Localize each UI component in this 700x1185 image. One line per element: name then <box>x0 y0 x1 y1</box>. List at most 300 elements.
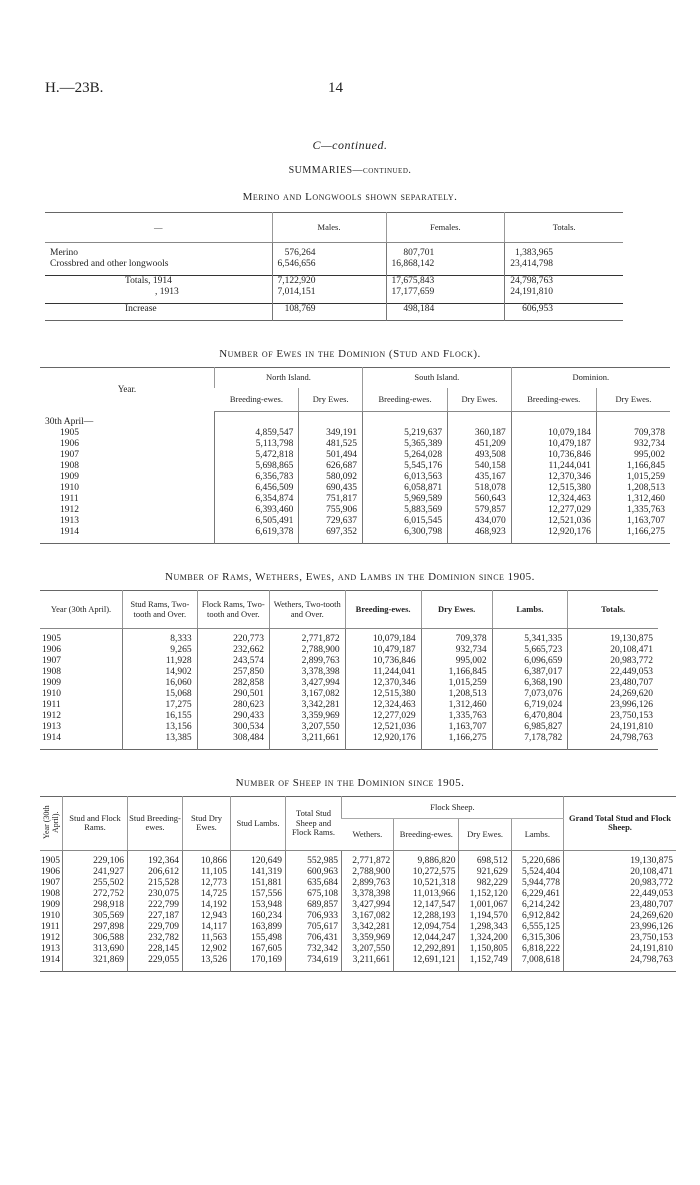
table-row <box>40 889 676 900</box>
value-cell: 5,472,818 <box>215 450 299 461</box>
value-cell: 1,324,200 <box>459 933 511 944</box>
col-header-females: Females. <box>386 213 505 243</box>
group-header-flock-sheep: Flock Sheep. <box>342 797 564 819</box>
value-cell: 3,207,550 <box>269 722 345 733</box>
value-cell: 6,214,242 <box>511 900 563 911</box>
value-cell: 1,298,343 <box>459 922 511 933</box>
value-cell: 1,152,120 <box>459 889 511 900</box>
value-cell: 10,079,184 <box>345 634 421 645</box>
value-cell: 5,545,176 <box>362 461 447 472</box>
col-header-sub: Breeding-ewes. <box>511 388 596 412</box>
col-header: — <box>45 213 272 243</box>
group-header-south-island: South Island. <box>362 368 511 388</box>
value-cell: 12,515,380 <box>345 689 421 700</box>
row-label-cell <box>45 259 272 270</box>
value-cell: 360,187 <box>448 428 512 439</box>
value-cell: 349,191 <box>299 428 363 439</box>
value-cell: 6,354,874 <box>215 494 299 505</box>
value-cell: 751,817 <box>299 494 363 505</box>
value-cell: 12,773 <box>183 878 231 889</box>
table-row <box>40 656 658 667</box>
value-cell: 6,356,783 <box>215 472 299 483</box>
value-cell: 1,312,460 <box>421 700 492 711</box>
value-cell: 1,312,460 <box>596 494 670 505</box>
row-label: Totals, 1914 <box>125 276 172 286</box>
value-cell: 300,534 <box>197 722 269 733</box>
year-cell: 1907 <box>41 877 60 888</box>
value-cell: 11,105 <box>183 867 231 878</box>
row-label: Increase <box>125 304 157 314</box>
value-cell: 5,365,389 <box>362 439 447 450</box>
year-cell: 1905 <box>60 428 79 438</box>
merino-table <box>45 212 623 321</box>
table-row <box>40 933 676 944</box>
continued-heading: C—continued. <box>312 138 388 152</box>
group-header-dominion: Dominion. <box>511 368 670 388</box>
value-cell: 3,167,082 <box>269 689 345 700</box>
year-cell: 1908 <box>60 461 79 471</box>
value-cell: 16,155 <box>123 711 198 722</box>
value-cell: 10,079,184 <box>511 428 596 439</box>
ewes-table-title: Number of Ewes in the Dominion (Stud and Flock). <box>219 348 481 360</box>
value-cell: 24,798,763 <box>505 276 623 288</box>
table-row <box>40 878 676 889</box>
value-cell: 241,927 <box>63 867 128 878</box>
value-cell: 24,798,763 <box>564 955 677 966</box>
value-cell: 698,512 <box>459 856 511 867</box>
value-cell: 272,752 <box>63 889 128 900</box>
value-cell: 11,244,041 <box>345 667 421 678</box>
value-cell: 995,002 <box>421 656 492 667</box>
col-header: Flock Rams, Two-tooth and Over. <box>197 591 269 629</box>
value-cell: 141,319 <box>231 867 286 878</box>
value-cell: 11,563 <box>183 933 231 944</box>
col-header-flock: Breeding-ewes. <box>394 819 459 850</box>
spacer-row <box>40 744 658 750</box>
year-cell: 1905 <box>41 855 60 866</box>
value-cell: 192,364 <box>128 856 183 867</box>
value-cell: 232,662 <box>197 645 269 656</box>
col-header-sub: Dry Ewes. <box>596 388 670 412</box>
value-cell: 6,315,306 <box>511 933 563 944</box>
value-cell: 20,983,772 <box>564 878 677 889</box>
value-cell: 10,866 <box>183 856 231 867</box>
table-row <box>40 439 670 450</box>
value-cell: 10,521,318 <box>394 878 459 889</box>
value-cell: 6,619,378 <box>215 527 299 538</box>
value-cell: 12,288,193 <box>394 911 459 922</box>
value-cell: 12,370,346 <box>345 678 421 689</box>
value-cell: 290,433 <box>197 711 269 722</box>
year-cell: 1914 <box>41 954 60 965</box>
value-cell: 468,923 <box>448 527 512 538</box>
value-cell: 298,918 <box>63 900 128 911</box>
value-cell: 20,983,772 <box>568 656 658 667</box>
value-cell: 160,234 <box>231 911 286 922</box>
value-cell: 11,928 <box>123 656 198 667</box>
row-label: , 1913 <box>155 287 179 297</box>
value-cell: 1,208,513 <box>596 483 670 494</box>
value-cell: 1,166,845 <box>421 667 492 678</box>
page-header <box>0 80 700 100</box>
year-cell: 1907 <box>60 450 79 460</box>
value-cell: 1,015,259 <box>421 678 492 689</box>
value-cell: 229,106 <box>63 856 128 867</box>
value-cell: 6,393,460 <box>215 505 299 516</box>
col-header: Dry Ewes. <box>421 591 492 629</box>
value-cell: 313,690 <box>63 944 128 955</box>
value-cell: 5,969,589 <box>362 494 447 505</box>
ewes-table <box>40 367 670 544</box>
row-label: Crossbred and other longwools <box>50 259 169 269</box>
table-row <box>40 678 658 689</box>
value-cell: 14,725 <box>183 889 231 900</box>
value-cell: 3,359,969 <box>269 711 345 722</box>
col-header-flock: Dry Ewes. <box>459 819 511 850</box>
table-row <box>40 428 670 439</box>
value-cell: 13,526 <box>183 955 231 966</box>
value-cell: 16,868,142 <box>386 259 505 270</box>
table-row <box>40 911 676 922</box>
col-header-sub: Breeding-ewes. <box>215 388 299 412</box>
value-cell: 17,177,659 <box>386 287 505 298</box>
table-row <box>45 259 623 270</box>
value-cell: 6,818,222 <box>511 944 563 955</box>
value-cell: 19,130,875 <box>568 634 658 645</box>
value-cell: 157,556 <box>231 889 286 900</box>
merino-table-title: Merino and Longwools shown separately. <box>242 191 458 203</box>
year-cell: 1906 <box>42 645 61 655</box>
value-cell: 5,524,404 <box>511 867 563 878</box>
value-cell: 17,275 <box>123 700 198 711</box>
value-cell: 280,623 <box>197 700 269 711</box>
value-cell: 23,996,126 <box>568 700 658 711</box>
value-cell: 6,058,871 <box>362 483 447 494</box>
table-row <box>40 689 658 700</box>
value-cell: 576,264 <box>272 248 386 259</box>
value-cell: 20,108,471 <box>568 645 658 656</box>
table-row <box>40 667 658 678</box>
value-cell: 10,736,846 <box>345 656 421 667</box>
sheep-table <box>40 796 676 972</box>
value-cell: 19,130,875 <box>564 856 677 867</box>
value-cell: 2,788,900 <box>342 867 394 878</box>
value-cell: 12,691,121 <box>394 955 459 966</box>
year-cell: 1911 <box>42 700 61 710</box>
year-cell: 1912 <box>42 711 61 721</box>
value-cell: 3,211,661 <box>269 733 345 744</box>
value-cell: 222,799 <box>128 900 183 911</box>
table-row <box>40 944 676 955</box>
value-cell: 23,996,126 <box>564 922 677 933</box>
value-cell: 697,352 <box>299 527 363 538</box>
value-cell: 932,734 <box>421 645 492 656</box>
year-cell: 1909 <box>60 472 79 482</box>
col-header: Stud Breeding-ewes. <box>128 797 183 851</box>
value-cell: 10,479,187 <box>345 645 421 656</box>
year-cell: 1913 <box>42 722 61 732</box>
value-cell: 1,001,067 <box>459 900 511 911</box>
value-cell: 13,385 <box>123 733 198 744</box>
value-cell: 1,150,805 <box>459 944 511 955</box>
year-cell: 1910 <box>41 910 60 921</box>
value-cell: 498,184 <box>386 304 505 316</box>
value-cell: 3,207,550 <box>342 944 394 955</box>
table-row <box>40 527 670 538</box>
year-cell: 1906 <box>60 439 79 449</box>
value-cell: 12,902 <box>183 944 231 955</box>
value-cell: 3,427,994 <box>342 900 394 911</box>
value-cell: 1,335,763 <box>421 711 492 722</box>
value-cell: 120,649 <box>231 856 286 867</box>
value-cell: 163,899 <box>231 922 286 933</box>
value-cell: 3,427,994 <box>269 678 345 689</box>
value-cell: 1,166,845 <box>596 461 670 472</box>
value-cell: 20,108,471 <box>564 867 677 878</box>
value-cell: 3,342,281 <box>269 700 345 711</box>
value-cell: 14,192 <box>183 900 231 911</box>
value-cell: 230,075 <box>128 889 183 900</box>
table-row <box>40 900 676 911</box>
value-cell: 435,167 <box>448 472 512 483</box>
col-header-sub: Dry Ewes. <box>448 388 512 412</box>
value-cell: 6,013,563 <box>362 472 447 483</box>
value-cell: 3,211,661 <box>342 955 394 966</box>
date-label: 30th April— <box>45 417 94 427</box>
value-cell: 24,269,620 <box>564 911 677 922</box>
value-cell: 170,169 <box>231 955 286 966</box>
value-cell: 206,612 <box>128 867 183 878</box>
value-cell: 501,494 <box>299 450 363 461</box>
value-cell: 232,782 <box>128 933 183 944</box>
value-cell: 17,675,843 <box>386 276 505 288</box>
col-header-flock: Wethers. <box>342 819 394 850</box>
col-header-sub: Breeding-ewes. <box>362 388 447 412</box>
value-cell: 6,985,827 <box>492 722 568 733</box>
value-cell: 7,014,151 <box>272 287 386 298</box>
table-row <box>40 955 676 966</box>
value-cell: 689,857 <box>286 900 342 911</box>
value-cell: 23,414,798 <box>505 259 623 270</box>
year-cell: 1907 <box>42 656 61 666</box>
row-label-cell <box>45 304 272 316</box>
value-cell: 5,665,723 <box>492 645 568 656</box>
value-cell: 7,178,782 <box>492 733 568 744</box>
value-cell: 308,484 <box>197 733 269 744</box>
value-cell: 6,470,804 <box>492 711 568 722</box>
value-cell: 12,147,547 <box>394 900 459 911</box>
sheep-table-title: Number of Sheep in the Dominion since 1905. <box>235 777 465 789</box>
value-cell: 1,166,275 <box>421 733 492 744</box>
year-cell: 1908 <box>42 667 61 677</box>
col-header-sub: Dry Ewes. <box>299 388 363 412</box>
value-cell: 932,734 <box>596 439 670 450</box>
value-cell: 6,300,798 <box>362 527 447 538</box>
value-cell: 257,850 <box>197 667 269 678</box>
value-cell: 9,886,820 <box>394 856 459 867</box>
value-cell: 3,167,082 <box>342 911 394 922</box>
value-cell: 4,859,547 <box>215 428 299 439</box>
value-cell: 705,617 <box>286 922 342 933</box>
document-reference: H.—23B. <box>45 80 104 96</box>
value-cell: 151,881 <box>231 878 286 889</box>
year-cell: 1913 <box>41 943 60 954</box>
value-cell: 22,449,053 <box>568 667 658 678</box>
value-cell: 6,546,656 <box>272 259 386 270</box>
value-cell: 12,943 <box>183 911 231 922</box>
value-cell: 982,229 <box>459 878 511 889</box>
value-cell: 305,569 <box>63 911 128 922</box>
value-cell: 5,341,335 <box>492 634 568 645</box>
year-cell: 1911 <box>41 921 60 932</box>
table-row <box>40 505 670 516</box>
value-cell: 108,769 <box>272 304 386 316</box>
table-row <box>40 461 670 472</box>
year-cell: 1909 <box>41 899 60 910</box>
value-cell: 16,060 <box>123 678 198 689</box>
value-cell: 5,264,028 <box>362 450 447 461</box>
value-cell: 1,335,763 <box>596 505 670 516</box>
col-header-males: Males. <box>272 213 386 243</box>
value-cell: 8,333 <box>123 634 198 645</box>
value-cell: 7,008,618 <box>511 955 563 966</box>
value-cell: 12,920,176 <box>345 733 421 744</box>
value-cell: 552,985 <box>286 856 342 867</box>
value-cell: 807,701 <box>386 248 505 259</box>
year-cell: 1909 <box>42 678 61 688</box>
value-cell: 6,555,125 <box>511 922 563 933</box>
value-cell: 1,194,570 <box>459 911 511 922</box>
value-cell: 6,719,024 <box>492 700 568 711</box>
value-cell: 995,002 <box>596 450 670 461</box>
value-cell: 732,342 <box>286 944 342 955</box>
table-row <box>45 248 623 259</box>
value-cell: 734,619 <box>286 955 342 966</box>
col-header-year: Year. <box>117 384 137 394</box>
value-cell: 23,750,153 <box>564 933 677 944</box>
value-cell: 579,857 <box>448 505 512 516</box>
year-cell: 1908 <box>41 888 60 899</box>
value-cell: 6,096,659 <box>492 656 568 667</box>
value-cell: 5,883,569 <box>362 505 447 516</box>
row-label: Merino <box>50 248 78 258</box>
table-row <box>40 483 670 494</box>
table-row <box>40 711 658 722</box>
value-cell: 5,113,798 <box>215 439 299 450</box>
value-cell: 6,912,842 <box>511 911 563 922</box>
col-header: Wethers, Two-tooth and Over. <box>269 591 345 629</box>
value-cell: 7,073,076 <box>492 689 568 700</box>
value-cell: 1,163,707 <box>421 722 492 733</box>
table-row <box>45 304 623 316</box>
table-row <box>45 276 623 288</box>
value-cell: 3,342,281 <box>342 922 394 933</box>
value-cell: 229,709 <box>128 922 183 933</box>
value-cell: 155,498 <box>231 933 286 944</box>
value-cell: 1,208,513 <box>421 689 492 700</box>
value-cell: 15,068 <box>123 689 198 700</box>
value-cell: 321,869 <box>63 955 128 966</box>
value-cell: 12,094,754 <box>394 922 459 933</box>
value-cell: 6,387,017 <box>492 667 568 678</box>
table-row <box>40 450 670 461</box>
year-cell: 1910 <box>60 483 79 493</box>
value-cell: 451,209 <box>448 439 512 450</box>
value-cell: 518,078 <box>448 483 512 494</box>
value-cell: 6,505,491 <box>215 516 299 527</box>
value-cell: 5,698,865 <box>215 461 299 472</box>
value-cell: 12,370,346 <box>511 472 596 483</box>
value-cell: 6,229,461 <box>511 889 563 900</box>
value-cell: 306,588 <box>63 933 128 944</box>
value-cell: 14,117 <box>183 922 231 933</box>
page-number: 14 <box>328 80 343 96</box>
value-cell: 729,637 <box>299 516 363 527</box>
value-cell: 2,771,872 <box>269 634 345 645</box>
spacer-row <box>45 315 623 321</box>
value-cell: 23,750,153 <box>568 711 658 722</box>
value-cell: 493,508 <box>448 450 512 461</box>
col-header-grand-total: Grand Total Stud and Flock Sheep. <box>564 797 677 851</box>
value-cell: 10,736,846 <box>511 450 596 461</box>
value-cell: 23,480,707 <box>564 900 677 911</box>
table-row <box>40 733 658 744</box>
table-row <box>40 645 658 656</box>
year-header-rotated: Year (30th April). <box>42 805 60 839</box>
value-cell: 1,383,965 <box>505 248 623 259</box>
section-heading: SUMMARIES—continued. <box>288 165 412 176</box>
value-cell: 12,515,380 <box>511 483 596 494</box>
value-cell: 434,070 <box>448 516 512 527</box>
value-cell: 626,687 <box>299 461 363 472</box>
value-cell: 600,963 <box>286 867 342 878</box>
year-cell: 1912 <box>41 932 60 943</box>
value-cell: 12,521,036 <box>511 516 596 527</box>
value-cell: 12,920,176 <box>511 527 596 538</box>
spacer-row <box>40 538 670 544</box>
col-header: Totals. <box>568 591 658 629</box>
table-row <box>40 856 676 867</box>
value-cell: 23,480,707 <box>568 678 658 689</box>
value-cell: 675,108 <box>286 889 342 900</box>
col-header-flock: Lambs. <box>511 819 563 850</box>
year-cell: 1913 <box>60 516 79 526</box>
value-cell: 3,378,398 <box>342 889 394 900</box>
value-cell: 255,502 <box>63 878 128 889</box>
year-cell: 1911 <box>60 494 79 504</box>
table-row <box>40 494 670 505</box>
value-cell: 2,788,900 <box>269 645 345 656</box>
value-cell: 24,191,810 <box>564 944 677 955</box>
value-cell: 635,684 <box>286 878 342 889</box>
value-cell: 560,643 <box>448 494 512 505</box>
value-cell: 921,629 <box>459 867 511 878</box>
value-cell: 12,044,247 <box>394 933 459 944</box>
value-cell: 13,156 <box>123 722 198 733</box>
value-cell: 153,948 <box>231 900 286 911</box>
year-cell: 1914 <box>60 527 79 537</box>
value-cell: 215,528 <box>128 878 183 889</box>
spacer-row <box>40 966 676 972</box>
year-cell: 1906 <box>41 866 60 877</box>
value-cell: 9,265 <box>123 645 198 656</box>
value-cell: 12,324,463 <box>345 700 421 711</box>
value-cell: 24,191,810 <box>505 287 623 298</box>
value-cell: 11,244,041 <box>511 461 596 472</box>
value-cell: 297,898 <box>63 922 128 933</box>
value-cell: 540,158 <box>448 461 512 472</box>
col-header: Stud Lambs. <box>231 797 286 851</box>
